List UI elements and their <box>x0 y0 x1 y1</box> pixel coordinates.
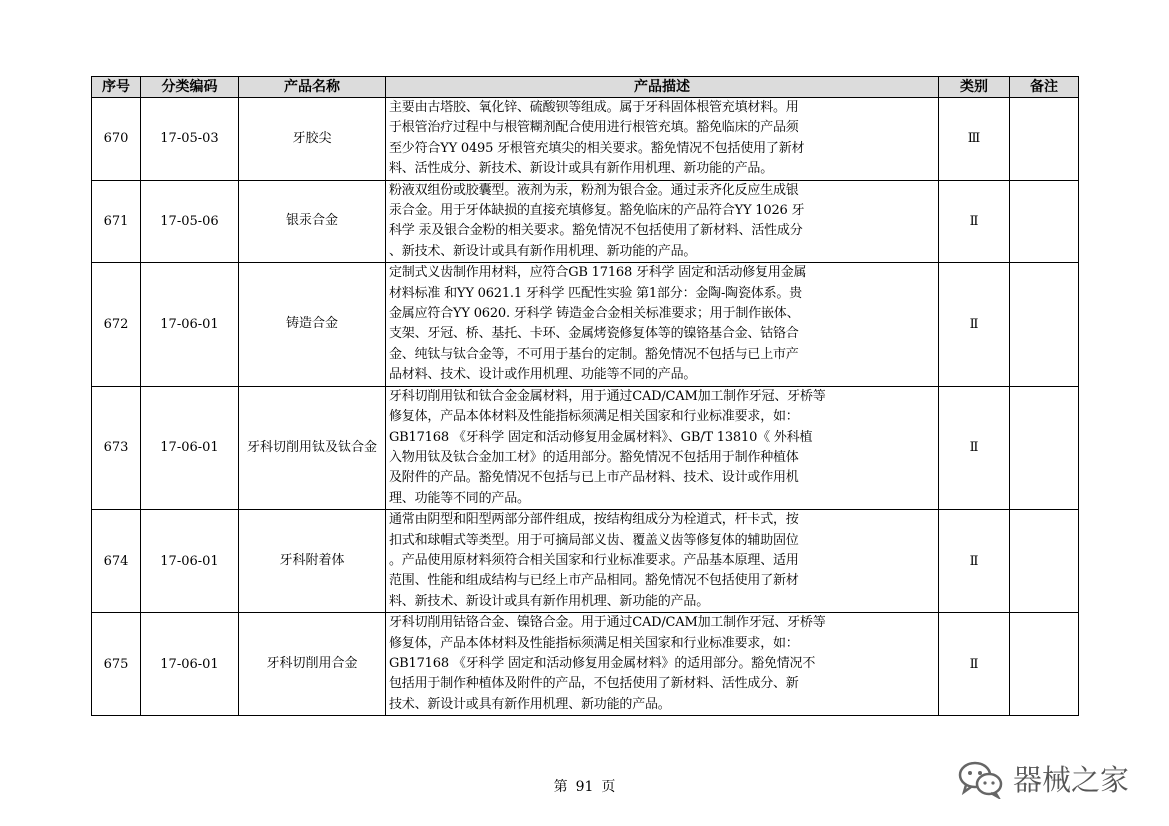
cell-name: 牙胶尖 <box>239 98 386 181</box>
page-prefix: 第 <box>553 779 568 795</box>
cell-category: Ⅱ <box>939 386 1010 509</box>
cell-remark <box>1010 613 1079 716</box>
desc-line: 料、新技术、新设计或具有新作用机理、新功能的产品。 <box>389 593 710 609</box>
desc-line: 金、纯钛与钛合金等，不可用于基台的定制。豁免情况不包括与已上市产 <box>389 346 799 362</box>
header-no: 序号 <box>92 77 141 98</box>
cell-desc <box>386 510 939 613</box>
cell-code: 17-06-01 <box>141 386 239 509</box>
cell-desc <box>386 386 939 509</box>
header-name: 产品名称 <box>239 77 386 98</box>
page-suffix: 页 <box>601 779 616 795</box>
cell-no: 672 <box>92 263 141 386</box>
desc-line: GB17168 《牙科学 固定和活动修复用金属材料》的适用部分。豁免情况不 <box>389 655 816 671</box>
table-row <box>92 386 1079 509</box>
wechat-icon <box>957 759 1005 799</box>
desc-line: 理、功能等不同的产品。 <box>389 490 530 506</box>
desc-line: GB17168 《牙科学 固定和活动修复用金属材料》、GB/T 13810《 外科植 <box>389 429 813 445</box>
cell-remark <box>1010 263 1079 386</box>
table-row <box>92 510 1079 613</box>
cell-remark <box>1010 510 1079 613</box>
cell-no: 673 <box>92 386 141 509</box>
cell-desc <box>386 98 939 181</box>
watermark <box>957 758 1129 799</box>
table-row <box>92 613 1079 716</box>
cell-code: 17-06-01 <box>141 263 239 386</box>
desc-line: 至少符合YY 0495 牙根管充填尖的相关要求。豁免情况不包括使用了新材 <box>389 140 805 156</box>
desc-line: 入物用钛及钛合金加工材》的适用部分。豁免情况不包括用于制作种植体 <box>389 449 799 465</box>
cell-category: Ⅱ <box>939 510 1010 613</box>
cell-no: 671 <box>92 180 141 263</box>
cell-code: 17-06-01 <box>141 613 239 716</box>
table-row <box>92 98 1079 181</box>
desc-line: 及附件的产品。豁免情况不包括与已上市产品材料、技术、设计或作用机 <box>389 470 799 486</box>
cell-remark <box>1010 98 1079 181</box>
cell-no: 670 <box>92 98 141 181</box>
header-code: 分类编码 <box>141 77 239 98</box>
desc-line: 、新技术、新设计或具有新作用机理、新功能的产品。 <box>389 243 697 259</box>
desc-line: 牙科切削用钛和钛合金金属材料，用于通过CAD/CAM加工制作牙冠、牙桥等 <box>389 388 826 404</box>
cell-remark <box>1010 386 1079 509</box>
desc-line: 范围、性能和组成结构与已经上市产品相同。豁免情况不包括使用了新材 <box>389 573 799 589</box>
desc-line: 于根管治疗过程中与根管糊剂配合使用进行根管充填。豁免临床的产品须 <box>389 120 799 136</box>
cell-name: 牙科切削用钛及钛合金 <box>239 386 386 509</box>
desc-line: 支架、牙冠、桥、基托、卡环、金属烤瓷修复体等的镍铬基合金、钴铬合 <box>389 326 799 342</box>
desc-line: 包括用于制作种植体及附件的产品，不包括使用了新材料、活性成分、新 <box>389 676 799 692</box>
cell-code: 17-06-01 <box>141 510 239 613</box>
desc-line: 牙科切削用钴铬合金、镍铬合金。用于通过CAD/CAM加工制作牙冠、牙桥等 <box>389 615 826 631</box>
cell-category: Ⅱ <box>939 180 1010 263</box>
desc-line: 定制式义齿制作用材料，应符合GB 17168 牙科学 固定和活动修复用金属 <box>389 265 807 281</box>
cell-desc <box>386 180 939 263</box>
desc-line: 品材料、技术、设计或作用机理、功能等不同的产品。 <box>389 367 697 383</box>
product-table <box>91 76 1079 716</box>
cell-remark <box>1010 180 1079 263</box>
table-row <box>92 263 1079 386</box>
page-value: 91 <box>575 779 594 795</box>
desc-line: 材料标准 和YY 0621.1 牙科学 匹配性实验 第1部分：金陶-陶瓷体系。贵 <box>389 285 802 301</box>
header-row <box>92 77 1079 98</box>
table-row <box>92 180 1079 263</box>
cell-name: 银汞合金 <box>239 180 386 263</box>
desc-line: 扣式和球帽式等类型。用于可摘局部义齿、覆盖义齿等修复体的辅助固位 <box>389 532 799 548</box>
desc-line: 汞合金。用于牙体缺损的直接充填修复。豁免临床的产品符合YY 1026 牙 <box>389 203 805 219</box>
cell-code: 17-05-06 <box>141 180 239 263</box>
desc-line: 。产品使用原材料须符合相关国家和行业标准要求。产品基本原理、适用 <box>389 552 799 568</box>
desc-line: 通常由阴型和阳型两部分部件组成，按结构组成分为栓道式，杆卡式，按 <box>389 512 799 528</box>
cell-name: 牙科附着体 <box>239 510 386 613</box>
cell-desc <box>386 613 939 716</box>
cell-category: Ⅱ <box>939 613 1010 716</box>
cell-desc <box>386 263 939 386</box>
cell-name: 牙科切削用合金 <box>239 613 386 716</box>
desc-line: 科学 汞及银合金粉的相关要求。豁免情况不包括使用了新材料、活性成分 <box>389 223 803 239</box>
cell-code: 17-05-03 <box>141 98 239 181</box>
cell-no: 674 <box>92 510 141 613</box>
desc-line: 金属应符合YY 0620. 牙科学 铸造金合金相关标准要求；用于制作嵌体、 <box>389 306 800 322</box>
cell-no: 675 <box>92 613 141 716</box>
desc-line: 修复体，产品本体材料及性能指标须满足相关国家和行业标准要求，如： <box>389 409 799 425</box>
header-desc: 产品描述 <box>386 77 939 98</box>
desc-line: 主要由古塔胶、氧化锌、硫酸钡等组成。属于牙科固体根管充填材料。用 <box>389 100 799 115</box>
cell-name: 铸造合金 <box>239 263 386 386</box>
desc-line: 料、活性成分、新技术、新设计或具有新作用机理、新功能的产品。 <box>389 161 774 177</box>
header-category: 类别 <box>939 77 1010 98</box>
desc-line: 修复体，产品本体材料及性能指标须满足相关国家和行业标准要求，如： <box>389 635 799 651</box>
header-remark: 备注 <box>1010 77 1079 98</box>
cell-category: Ⅲ <box>939 98 1010 181</box>
desc-line: 粉液双组份或胶囊型。液剂为汞，粉剂为银合金。通过汞齐化反应生成银 <box>389 182 799 198</box>
desc-line: 技术、新设计或具有新作用机理、新功能的产品。 <box>389 696 671 712</box>
cell-category: Ⅱ <box>939 263 1010 386</box>
watermark-text: 器械之家 <box>1013 763 1130 797</box>
